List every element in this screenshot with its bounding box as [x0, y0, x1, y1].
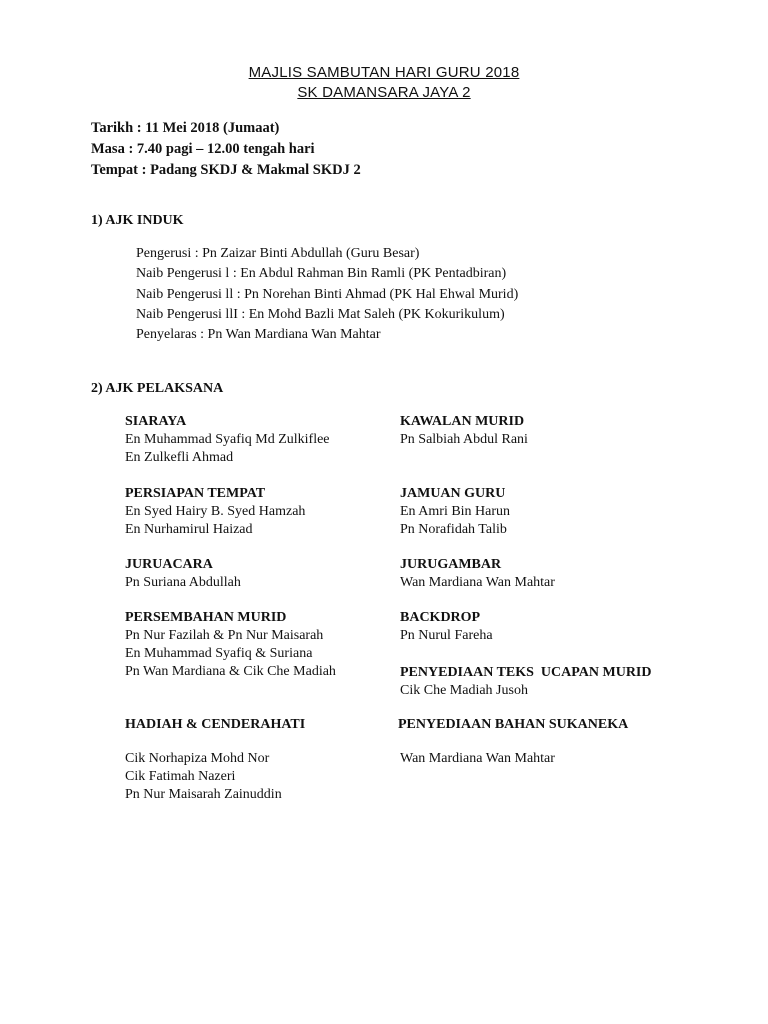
group-persembahan-murid	[125, 609, 336, 681]
group-heading: PENYEDIAAN BAHAN SUKANEKA	[398, 717, 629, 732]
group-heading: PERSIAPAN TEMPAT	[125, 486, 266, 501]
group-heading: PERSEMBAHAN MURID	[125, 610, 287, 625]
group-member: Wan Mardiana Wan Mahtar	[400, 575, 555, 590]
ajk-induk-heading: 1) AJK INDUK	[91, 213, 184, 228]
tempat-line: Tempat : Padang SKDJ & Makmal SKDJ 2	[91, 162, 361, 178]
group-heading: BACKDROP	[400, 610, 481, 625]
group-penyediaan-teks-ucapan-murid	[400, 664, 652, 700]
ajk-induk-line: Naib Pengerusi l : En Abdul Rahman Bin Ramli (PK Pentadbiran)	[136, 266, 507, 281]
group-member: En Muhammad Syafiq & Suriana	[125, 646, 313, 661]
group-member: Pn Salbiah Abdul Rani	[400, 432, 528, 447]
document-title-line-2: SK DAMANSARA JAYA 2	[297, 84, 471, 101]
group-member: Pn Nur Fazilah & Pn Nur Maisarah	[125, 628, 324, 643]
group-penyediaan-bahan-sukaneka	[398, 716, 628, 768]
ajk-induk-line: Naib Pengerusi ll : Pn Norehan Binti Ahmad (PK Hal Ehwal Murid)	[136, 287, 519, 302]
group-member: Cik Norhapiza Mohd Nor	[125, 751, 270, 766]
group-backdrop	[400, 609, 493, 645]
group-member: En Syed Hairy B. Syed Hamzah	[125, 504, 306, 519]
group-member: Pn Wan Mardiana & Cik Che Madiah	[125, 664, 336, 679]
ajk-induk-line: Penyelaras : Pn Wan Mardiana Wan Mahtar	[136, 327, 381, 342]
ajk-induk-line: Pengerusi : Pn Zaizar Binti Abdullah (Guru Besar)	[136, 246, 420, 261]
group-member: Pn Norafidah Talib	[400, 522, 507, 537]
group-heading: SIARAYA	[125, 414, 187, 429]
tarikh-line: Tarikh : 11 Mei 2018 (Jumaat)	[91, 120, 280, 136]
group-jamuan-guru	[400, 485, 510, 539]
group-heading: KAWALAN MURID	[400, 414, 525, 429]
group-kawalan-murid	[400, 413, 528, 449]
group-hadiah-cenderahati	[125, 716, 305, 804]
document-title-line-1: MAJLIS SAMBUTAN HARI GURU 2018	[248, 64, 520, 81]
group-member: En Nurhamirul Haizad	[125, 522, 253, 537]
group-member: En Amri Bin Harun	[400, 504, 511, 519]
group-member: En Muhammad Syafiq Md Zulkiflee	[125, 432, 330, 447]
group-heading: JURUACARA	[125, 557, 213, 572]
group-member: Wan Mardiana Wan Mahtar	[400, 751, 555, 766]
group-heading: HADIAH & CENDERAHATI	[125, 717, 306, 732]
group-juruacara	[125, 556, 241, 592]
ajk-pelaksana-heading: 2) AJK PELAKSANA	[91, 381, 224, 396]
ajk-induk-line: Naib Pengerusi llI : En Mohd Bazli Mat Saleh (PK Kokurikulum)	[136, 307, 505, 322]
masa-line: Masa : 7.40 pagi – 12.00 tengah hari	[91, 141, 315, 157]
group-member: En Zulkefli Ahmad	[125, 450, 234, 465]
group-member: Cik Che Madiah Jusoh	[400, 683, 528, 698]
group-member: Pn Suriana Abdullah	[125, 575, 241, 590]
group-jurugambar	[400, 556, 555, 592]
group-member: Cik Fatimah Nazeri	[125, 769, 236, 784]
group-member: Pn Nur Maisarah Zainuddin	[125, 787, 282, 802]
group-siaraya	[125, 413, 330, 467]
group-heading: PENYEDIAAN TEKS UCAPAN MURID	[400, 665, 652, 680]
group-member: Pn Nurul Fareha	[400, 628, 493, 643]
group-heading: JAMUAN GURU	[400, 486, 506, 501]
group-persiapan-tempat	[125, 485, 305, 539]
group-heading: JURUGAMBAR	[400, 557, 502, 572]
